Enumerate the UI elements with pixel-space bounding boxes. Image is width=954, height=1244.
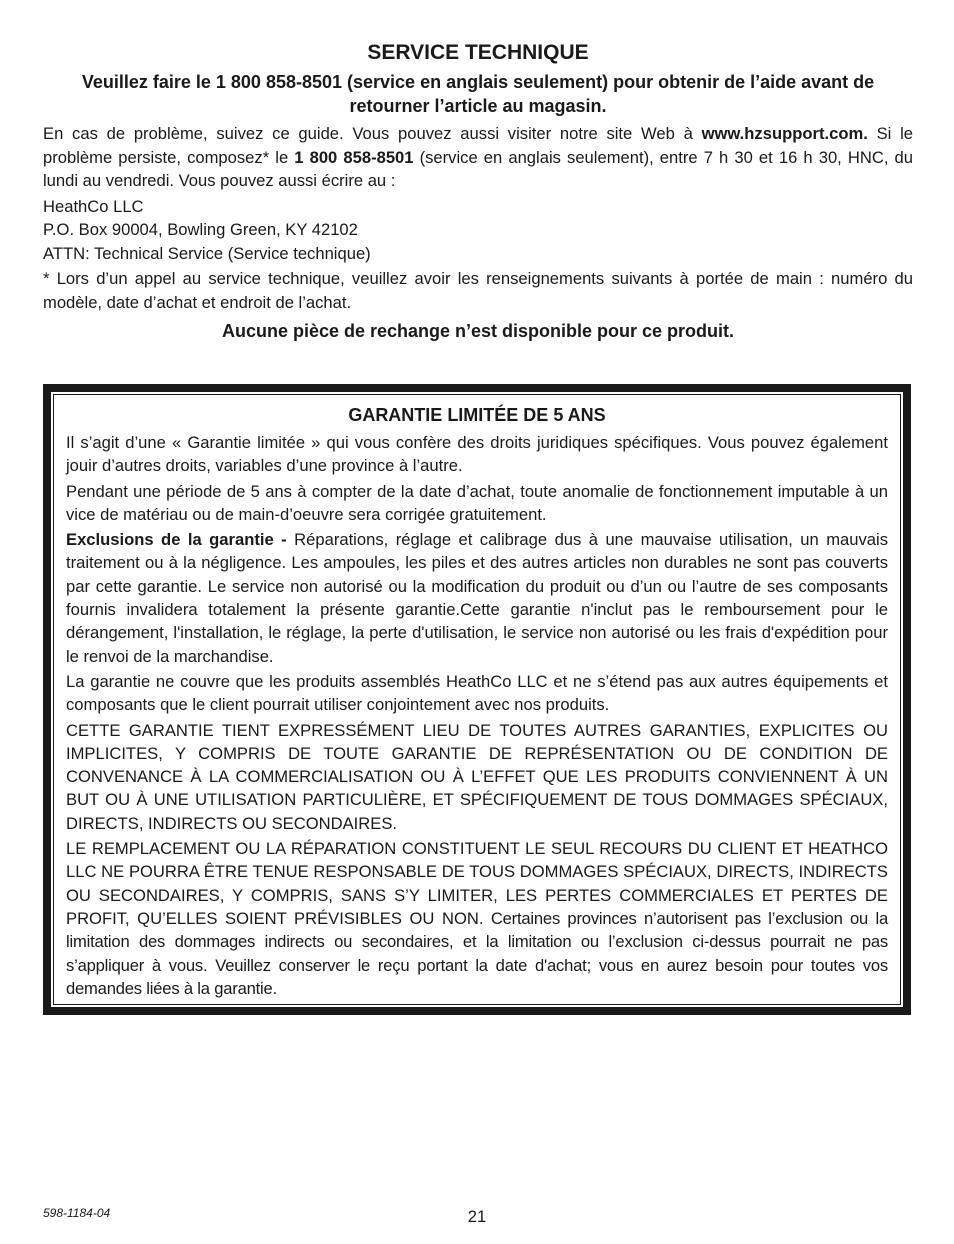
service-intro-text-3: (service en anglais seulement), entre 7 h 30 et 16 h 30, HNC, du lundi au vendredi. Vous pouvez aussi écrire au : [43,147,914,190]
page-number: 21 [467,1207,487,1226]
warranty-title: GARANTIE LIMITÉE DE 5 ANS [348,405,606,425]
website-link[interactable]: www.hzsupport.com. [701,124,868,143]
warranty-exclusions [66,528,888,668]
document-code: 598-1184-04 [43,1206,111,1220]
exclusions-text: Réparations, réglage et calibrage dus à une mauvaise utilisation, un mauvais traitement ou à la négligence. Les ampoules, les piles et des autres articles non durables ne sont pas couverts par cette garantie. Le service non autorisé ou la modification du produit ou d’un ou l’autre de ses composants fournis invalidera totalement la présente garantie.Cette garantie n'inclut pas le remboursement pour le dérangement, l'installation, le réglage, la perte d'utilisation, le service non autorisé ou les frais d'expédition pour le renvoi de la marchandise. [66,530,888,666]
warranty-box [43,384,911,1015]
service-intro-text-2: Si le problème persiste, composez* le [43,124,913,167]
warranty-paragraph: Il s’agit d’une « Garantie limitée » qui vous confère des droits juridiques spécifiques. Vous pouvez également jouir d’autres droits, variables d’une province à l’autre. [66,433,888,476]
service-intro [43,122,913,193]
warranty-paragraph: La garantie ne couvre que les produits assemblés HeathCo LLC et ne s’étend pas aux autres équipements et composants que le client pourrait utiliser conjointement avec nos produits. [66,671,888,715]
service-section [43,38,913,343]
warranty-inner-frame [53,394,901,1005]
phone-number: 1 800 858-8501 [294,147,414,167]
service-callout: Veuillez faire le 1 800 858-8501 (service en anglais seulement) pour obtenir de l’aide avant de retourner l’article au magasin. [81,72,875,116]
service-footnote: * Lors d’un appel au service technique, veuillez avoir les renseignements suivants à portée de main : numéro du modèle, date d’achat et endroit de l’achat. [43,269,913,312]
service-intro-text-1: En cas de problème, suivez ce guide. Vous pouvez aussi visiter notre site Web à [43,124,702,143]
address-line: P.O. Box 90004, Bowling Green, KY 42102 [43,220,358,239]
liability-text: Certaines provinces n’autorisent pas l’exclusion ou la limitation des dommages indirects ou secondaires, et la limitation ou l’exclusion ci-dessus pourrait ne pas s’appliquer à vous. Veuillez conserver le reçu portant la date d'achat; vous en aurez besoin pour toutes vos demandes liées à la garantie. [66,908,888,998]
service-title: SERVICE TECHNIQUE [367,41,589,64]
warranty-paragraph: Pendant une période de 5 ans à compter de la date d’achat, toute anomalie de fonctionnement imputable à un vice de matériau ou de main-d’oeuvre sera corrigée gratuitement. [66,481,888,524]
warranty-disclaimer: CETTE GARANTIE TIENT EXPRESSÉMENT LIEU DE TOUTES AUTRES GARANTIES, EXPLICITES OU IMPLICITES, Y COMPRIS DE TOUTE GARANTIE DE REPRÉSENTATION OU DE CONDITION DE CONVENANCE À LA COMMERCIALISATION OU À L’EFFET QUE LES PRODUITS CONVIENNENT À UN BUT OU À UNE UTILISATION PARTICULIÈRE, ET SPÉCIFIQUEMENT DE TOUS DOMMAGES SPÉCIAUX, DIRECTS, INDIRECTS OU SECONDAIRES. [66,720,888,833]
exclusions-label: Exclusions de la garantie - [66,530,287,550]
warranty-liability [66,837,888,1000]
mailing-address [43,195,913,266]
no-parts-notice: Aucune pièce de rechange n’est disponible pour ce produit. [221,321,735,341]
address-line: ATTN: Technical Service (Service technique) [43,243,371,263]
address-line: HeathCo LLC [43,196,144,216]
liability-caps-text: LE REMPLACEMENT OU LA RÉPARATION CONSTITUENT LE SEUL RECOURS DU CLIENT ET HEATHCO LLC NE POURRA ÊTRE TENUE RESPONSABLE DE TOUS DOMMAGES SPÉCIAUX, DIRECTS, INDIRECTS OU SECONDAIRES, Y COMPRIS, SANS S’Y LIMITER, LES PERTES COMMERCIALES ET PERTES DE PROFIT, QU’ELLES SOIENT PRÉVISIBLES OU NON. [66,839,888,928]
